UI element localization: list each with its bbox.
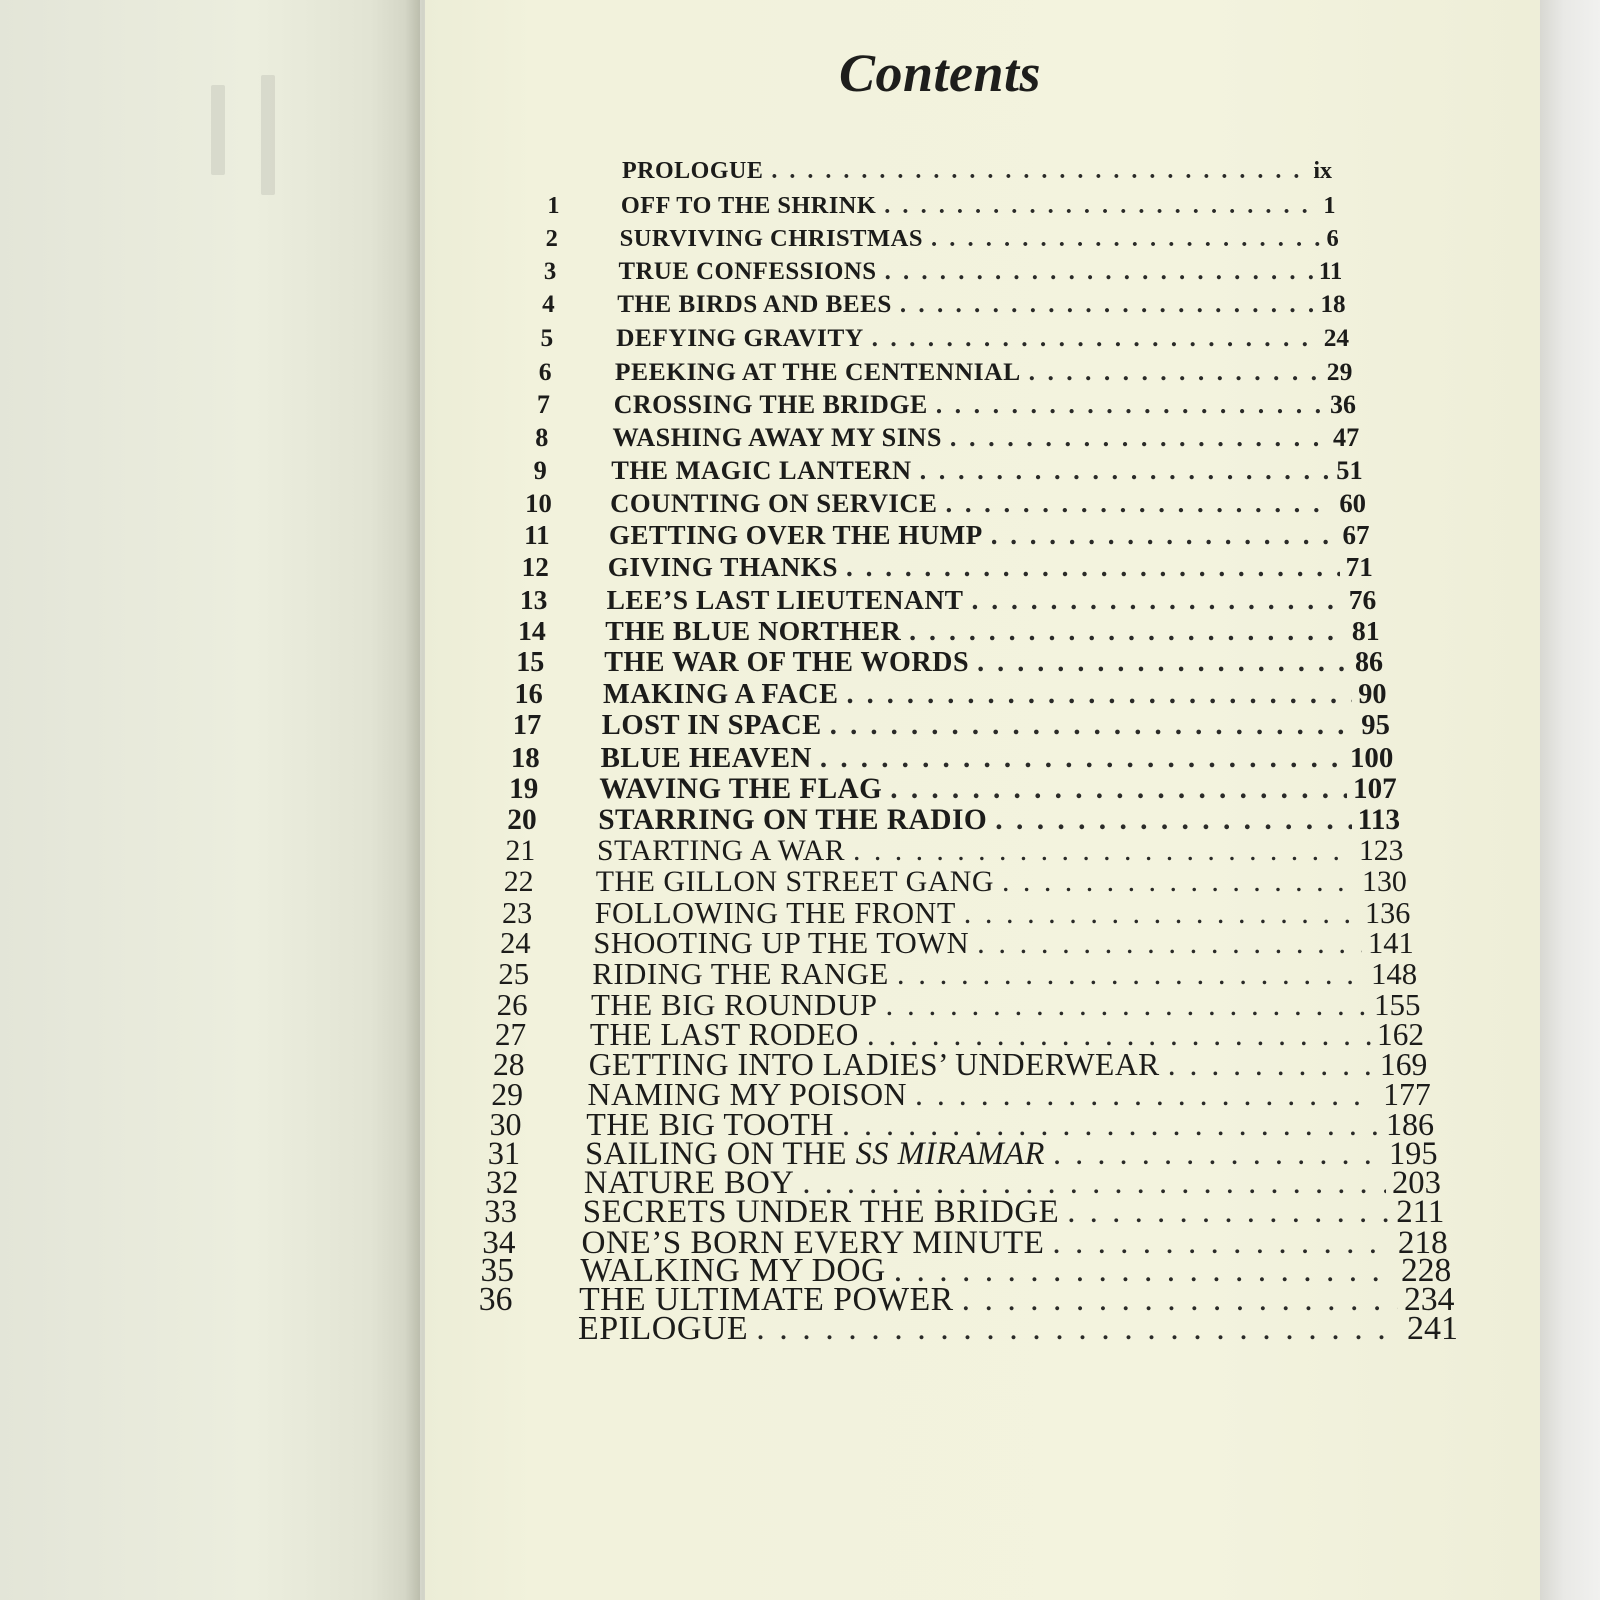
- page-number: 195: [1388, 1135, 1438, 1172]
- chapter-title-text: THE BIRDS AND BEES: [617, 291, 892, 319]
- page-number: 211: [1396, 1194, 1445, 1231]
- chapter-number: 31: [487, 1135, 521, 1172]
- chapter-title: [603, 679, 839, 711]
- dot-leader: [872, 324, 1318, 353]
- chapter-title-text: THE BIG ROUNDUP: [590, 986, 878, 1022]
- chapter-title-text: COUNTING ON SERVICE: [610, 487, 938, 518]
- chapter-title: [617, 291, 892, 319]
- page-number: 86: [1355, 647, 1384, 679]
- chapter-number: 10: [525, 487, 552, 518]
- dot-leader: [920, 455, 1331, 486]
- toc-entry: [510, 552, 1373, 583]
- page-number: 218: [1397, 1223, 1448, 1261]
- chapter-title: [616, 324, 864, 353]
- toc-entry: [528, 192, 1335, 220]
- chapter-title-text: GETTING INTO LADIES’ UNDERWEAR: [588, 1046, 1160, 1082]
- dot-leader: [909, 616, 1346, 648]
- chapter-title: [602, 710, 822, 742]
- chapter-title-text: WASHING AWAY MY SINS: [612, 422, 942, 452]
- page-number: 228: [1400, 1252, 1452, 1290]
- chapter-title: [598, 804, 987, 837]
- chapter-title: [621, 192, 876, 220]
- chapter-title-text: MAKING A FACE: [602, 678, 839, 710]
- chapter-number: 8: [535, 422, 549, 452]
- chapter-title-text: EPILOGUE: [578, 1310, 749, 1347]
- page-number: 76: [1348, 583, 1377, 615]
- page-number: 177: [1383, 1076, 1431, 1112]
- chapter-title-text: THE BIG TOOTH: [586, 1106, 834, 1143]
- page-number: 6: [1326, 225, 1339, 252]
- dot-leader: [977, 647, 1349, 679]
- chapter-title: [605, 616, 901, 648]
- chapter-title: [612, 423, 941, 453]
- page-number: 95: [1361, 710, 1390, 742]
- page-number: ix: [1313, 158, 1332, 184]
- chapter-title-text: WALKING MY DOG: [580, 1252, 886, 1290]
- dot-leader: [771, 158, 1307, 185]
- page-number: 113: [1357, 803, 1401, 836]
- page-number: 148: [1370, 956, 1418, 991]
- chapter-title: [578, 1310, 748, 1348]
- dot-leader: [853, 835, 1353, 868]
- chapter-number: 11: [524, 519, 550, 550]
- chapter-title: [604, 647, 969, 679]
- chapter-title: [614, 390, 928, 420]
- chapter-title-text: FOLLOWING THE FRONT: [594, 895, 956, 930]
- chapter-number: 18: [510, 741, 540, 774]
- chapter-title-text: SECRETS UNDER THE BRIDGE: [582, 1194, 1060, 1231]
- chapter-number: 9: [533, 455, 547, 486]
- chapter-title: [596, 865, 994, 899]
- chapter-number: 14: [517, 615, 546, 647]
- page-number: 203: [1392, 1165, 1441, 1202]
- page-number: 155: [1373, 986, 1421, 1022]
- page-number: 241: [1407, 1310, 1458, 1347]
- chapter-title-text: PEEKING AT THE CENTENNIAL: [614, 357, 1021, 387]
- page-number: 90: [1358, 678, 1387, 710]
- chapter-number: 7: [537, 390, 550, 420]
- page-number: 130: [1362, 865, 1407, 899]
- dot-leader: [1002, 865, 1356, 899]
- chapter-title-text: PROLOGUE: [622, 158, 764, 184]
- chapter-number: 19: [509, 772, 539, 805]
- chapter-title: [610, 488, 937, 519]
- chapter-title-text: NAMING MY POISON: [587, 1076, 907, 1112]
- chapter-title: [599, 773, 882, 806]
- page-number: 136: [1365, 895, 1411, 930]
- page-number: 18: [1320, 291, 1346, 319]
- page-number: 60: [1339, 487, 1366, 518]
- dot-leader: [890, 773, 1347, 806]
- dot-leader: [931, 225, 1321, 253]
- toc-entry: [500, 742, 1393, 775]
- dot-leader: [1029, 357, 1321, 387]
- dot-leader: [846, 679, 1352, 711]
- dot-leader: [936, 390, 1324, 420]
- toc-entry: [507, 616, 1380, 648]
- toc-entry: [495, 835, 1403, 868]
- chapter-number: 15: [516, 647, 545, 679]
- chapter-title: [607, 584, 964, 616]
- chapter-number: 33: [484, 1194, 518, 1231]
- chapter-title-text: LEE’S LAST LIEUTENANT: [606, 583, 964, 615]
- page-number: 1: [1323, 191, 1336, 219]
- chapter-title-text: BLUE HEAVEN: [600, 741, 812, 774]
- chapter-title-text: WAVING THE FLAG: [599, 772, 883, 805]
- toc-entry: [497, 804, 1400, 837]
- chapter-number: 17: [512, 710, 542, 742]
- page-number: 162: [1377, 1016, 1424, 1052]
- page-number: 24: [1323, 324, 1350, 353]
- chapter-number: 6: [538, 357, 552, 387]
- chapter-title-text: SHOOTING UP THE TOWN: [593, 926, 970, 961]
- chapter-number: 23: [502, 895, 533, 930]
- toc-entry: [514, 488, 1367, 519]
- chapter-number: 3: [543, 258, 557, 286]
- chapter-title: [597, 835, 845, 868]
- chapter-number: 34: [482, 1223, 516, 1261]
- toc-entry: [505, 647, 1383, 679]
- chapter-title: [620, 225, 923, 253]
- chapter-number: 26: [496, 986, 528, 1022]
- toc-entry: [525, 258, 1342, 286]
- toc-entry: [522, 324, 1349, 353]
- dot-leader: [945, 488, 1333, 519]
- chapter-title-text: CROSSING THE BRIDGE: [613, 390, 928, 420]
- dot-leader: [900, 291, 1315, 319]
- chapter-title-text: TRUE CONFESSIONS: [618, 258, 877, 286]
- dot-leader: [972, 584, 1343, 616]
- toc-entry: [512, 520, 1370, 551]
- chapter-title-text: THE GILLON STREET GANG: [595, 865, 994, 899]
- page-number: 36: [1330, 390, 1356, 420]
- chapter-number: 27: [494, 1016, 527, 1052]
- chapter-title-text: THE LAST RODEO: [589, 1016, 859, 1052]
- chapter-number: 36: [478, 1281, 513, 1319]
- chapter-title-text: THE MAGIC LANTERN: [611, 455, 912, 486]
- chapter-title: [608, 552, 838, 583]
- chapter-number: 21: [505, 834, 536, 867]
- dot-leader: [884, 192, 1317, 220]
- toc-entry: [499, 773, 1397, 806]
- page-number: 47: [1333, 422, 1360, 452]
- chapter-title: [611, 455, 911, 486]
- toc-entry: [527, 225, 1339, 253]
- page-number: 11: [1318, 258, 1343, 286]
- chapter-title-text: NATURE BOY: [583, 1165, 795, 1202]
- chapter-number: 20: [507, 803, 537, 836]
- chapter-title-text: THE ULTIMATE POWER: [579, 1281, 954, 1319]
- chapter-number: 16: [514, 678, 543, 710]
- chapter-title: [601, 742, 812, 775]
- chapter-number: 29: [491, 1076, 524, 1112]
- dot-leader: [846, 552, 1340, 583]
- chapter-title-text: THE WAR OF THE WORDS: [604, 647, 970, 679]
- chapter-number: 1: [547, 191, 560, 219]
- toc-entry: [469, 1310, 1458, 1348]
- toc-entry: [519, 390, 1356, 420]
- page-number: 141: [1367, 926, 1414, 961]
- chapter-title-text: OFF TO THE SHRINK: [620, 191, 877, 219]
- chapter-title: [615, 357, 1021, 387]
- toc-entry: [494, 865, 1407, 899]
- chapter-title-text: RIDING THE RANGE: [592, 956, 889, 991]
- chapter-number: 28: [493, 1046, 525, 1082]
- chapter-number: 22: [503, 865, 534, 899]
- page-number: 81: [1351, 615, 1380, 647]
- chapter-number: 2: [545, 225, 558, 252]
- chapter-number: 25: [498, 956, 530, 991]
- chapter-number: 30: [489, 1106, 522, 1143]
- page-number: 67: [1342, 519, 1370, 550]
- chapter-title-text: THE BLUE NORTHER: [605, 615, 902, 647]
- dot-leader: [820, 742, 1344, 775]
- chapter-number: 35: [480, 1252, 515, 1290]
- page-title: Contents: [838, 43, 1042, 103]
- chapter-title-text: LOST IN SPACE: [601, 710, 822, 742]
- chapter-title-text: ONE’S BORN EVERY MINUTE: [581, 1223, 1045, 1261]
- toc-entry: [523, 291, 1345, 319]
- toc-entry: [517, 423, 1359, 453]
- chapter-number: 32: [485, 1165, 519, 1202]
- chapter-title-text: STARRING ON THE RADIO: [598, 803, 988, 836]
- toc-entry: [520, 357, 1352, 387]
- page-number: 123: [1358, 834, 1404, 867]
- dot-leader: [830, 710, 1356, 742]
- toc-entry: [504, 679, 1387, 711]
- chapter-number: 5: [540, 324, 554, 353]
- page-number: 71: [1345, 551, 1373, 582]
- page-number: 100: [1349, 741, 1394, 774]
- page-number: 29: [1326, 357, 1353, 387]
- dot-leader: [950, 423, 1327, 453]
- page-number: 169: [1379, 1046, 1428, 1082]
- chapter-title: [609, 520, 983, 551]
- chapter-title-text: SAILING ON THE: [585, 1135, 856, 1172]
- chapter-number: 4: [542, 291, 555, 319]
- toc-entry: [515, 455, 1363, 486]
- dot-leader: [995, 804, 1351, 837]
- page-number: 107: [1353, 772, 1397, 805]
- chapter-number: 24: [500, 926, 531, 961]
- page-number: 234: [1403, 1281, 1455, 1319]
- chapter-title: [622, 158, 763, 185]
- chapter-title-text: GIVING THANKS: [607, 551, 839, 582]
- dot-leader: [991, 520, 1337, 551]
- toc-entry: [530, 158, 1332, 185]
- chapter-title-text: GETTING OVER THE HUMP: [608, 519, 983, 550]
- page-number: 51: [1336, 455, 1363, 486]
- dot-leader: [885, 258, 1313, 286]
- chapter-number: 13: [519, 583, 548, 615]
- chapter-title-italic: SS MIRAMAR: [855, 1135, 1045, 1172]
- toc-entry: [502, 710, 1390, 742]
- chapter-title: [618, 258, 876, 286]
- chapter-title-text: STARTING A WAR: [596, 834, 846, 867]
- chapter-title-text: SURVIVING CHRISTMAS: [619, 225, 923, 252]
- toc-entry: [509, 584, 1377, 616]
- chapter-title-text: DEFYING GRAVITY: [616, 324, 864, 353]
- dot-leader: [756, 1310, 1401, 1348]
- chapter-number: 12: [521, 551, 549, 582]
- page-number: 186: [1385, 1106, 1435, 1143]
